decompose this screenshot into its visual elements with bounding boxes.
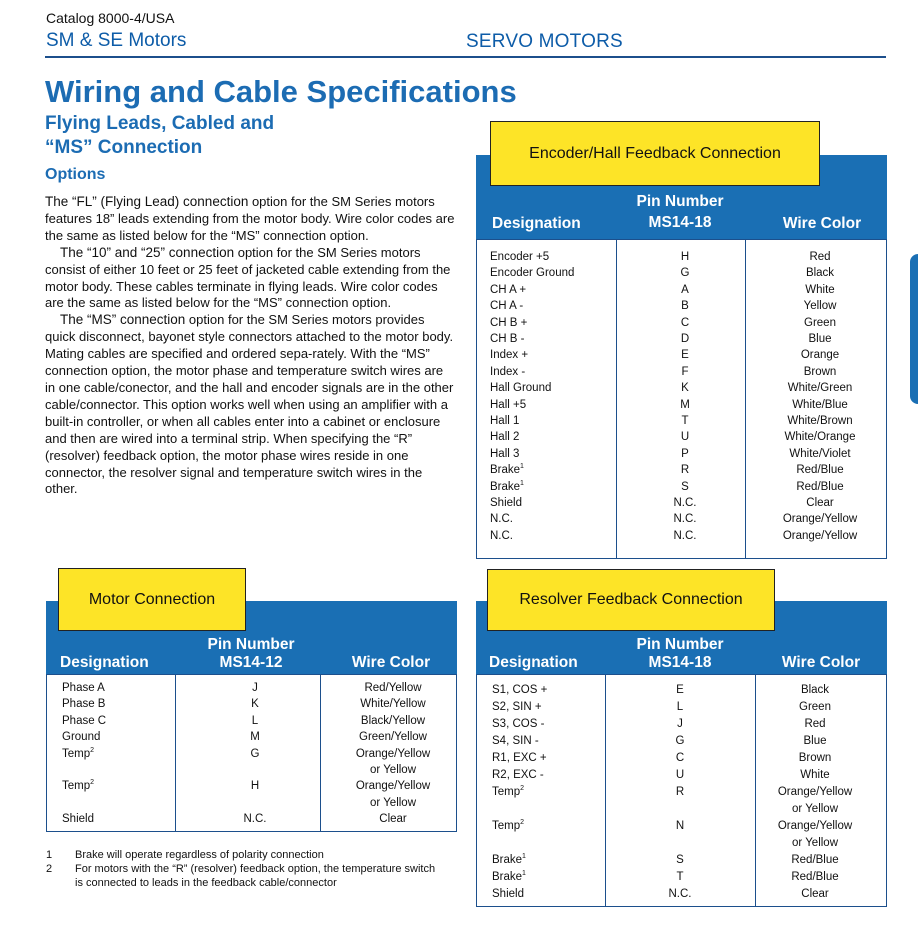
- paragraph-text: option for the SM Series motors provides quick disconnect, bayonet style connectors attached to the motor body. Mating cables are specified and ordered sepa-rately. With the “MS” connection option, the motor phase and temperature switch wires are in one cable/conector, and the hall and encoder signals are in the other cable/connector. This option works well when using an amplifier with a built-in controller, or when all cables enter into a cabinet or enclosure and then are wired into a terminal strip. When specifying the “R” (resolver) feedback option, the motor phase wires reside in one connector, the resolver signal and temperature switch wires in the other.: [45, 312, 454, 497]
- designation-text: Temp: [62, 780, 91, 793]
- cell-designation: [490, 251, 549, 263]
- designation-text: Brake: [490, 480, 521, 493]
- cell-designation: [490, 284, 526, 296]
- cell-wire-color: White/Orange: [784, 431, 856, 444]
- cell-pin: H: [250, 780, 260, 793]
- footnote-ref: 1: [522, 853, 526, 861]
- designation-text: Brake: [490, 464, 521, 477]
- cell-pin: N.C.: [668, 888, 692, 900]
- cell-wire-color: Green: [804, 316, 836, 329]
- encoder-col-pin-line2: MS14-18: [648, 214, 712, 231]
- designation-text: CH B -: [490, 333, 525, 345]
- cell-designation: [490, 481, 524, 493]
- cell-wire-color: Clear: [379, 813, 407, 826]
- col-divider: [175, 675, 176, 831]
- cell-wire-color: Orange/Yellow: [355, 747, 431, 760]
- cell-designation: [492, 752, 547, 764]
- paragraph-ms: [45, 312, 455, 498]
- footnote-ref: 2: [520, 785, 525, 793]
- encoder-col-wire: Wire Color: [782, 215, 862, 232]
- cell-designation: [62, 698, 105, 710]
- paragraph-cabled: [45, 245, 455, 313]
- cell-designation: [492, 871, 526, 883]
- cell-pin: G: [675, 735, 685, 747]
- subtitle-line1: Flying Leads, Cabled and: [45, 113, 275, 134]
- cell-wire-color: Clear: [801, 888, 829, 900]
- col-divider: [745, 240, 746, 558]
- designation-text: Hall 3: [490, 447, 520, 460]
- cell-pin: E: [676, 684, 684, 696]
- paragraph-text: option for the SM Series motors consist of either 10 feet or 25 feet of jacketed cable extending from the motor body. These cables terminate in flying leads. Wire color codes are the same as listed below for the “MS” connection option.: [45, 244, 451, 311]
- col-divider: [320, 675, 321, 831]
- designation-text: Encoder +5: [490, 251, 550, 263]
- cell-pin: N: [675, 820, 685, 832]
- cell-designation: [492, 786, 524, 798]
- cell-wire-color: White/Brown: [787, 415, 853, 427]
- designation-text: Brake: [492, 871, 523, 883]
- cell-pin: T: [676, 871, 684, 883]
- cell-pin: T: [681, 415, 689, 427]
- cell-pin: N.C.: [673, 529, 697, 542]
- footnote-ref: 2: [90, 746, 95, 754]
- designation-text: Encoder Ground: [490, 267, 575, 280]
- encoder-table: [476, 239, 887, 559]
- cell-pin: J: [252, 682, 258, 694]
- encoder-col-designation: Designation: [492, 215, 581, 232]
- resolver-table: [476, 674, 887, 907]
- subtitle-line2: “MS” Connection: [45, 137, 203, 158]
- designation-text: R1, EXC +: [492, 752, 547, 764]
- cell-pin: P: [681, 447, 689, 460]
- cell-wire-color: Brown: [803, 365, 837, 378]
- cell-designation: [62, 748, 94, 760]
- cell-wire-color: Green: [799, 701, 831, 713]
- col-divider: [616, 240, 617, 558]
- encoder-col-pin-line1: Pin Number: [636, 193, 724, 210]
- footnote-number: 2: [46, 863, 53, 875]
- paragraph-flying-lead: [45, 194, 455, 245]
- cell-pin: A: [681, 283, 689, 296]
- designation-text: CH A -: [490, 300, 524, 313]
- footnote-ref: 1: [520, 479, 524, 487]
- cell-designation: [490, 530, 513, 542]
- cell-pin: F: [681, 365, 689, 378]
- cell-designation: [492, 888, 524, 900]
- cell-wire-color: Clear: [806, 497, 834, 509]
- cell-designation: [490, 366, 525, 378]
- cell-pin: R: [675, 786, 685, 798]
- footnote-text-cont: is connected to leads in the feedback cable/connector: [75, 877, 337, 889]
- cell-pin: H: [680, 251, 690, 263]
- cell-designation: [492, 854, 526, 866]
- cell-pin: M: [250, 731, 260, 744]
- cell-designation: [62, 731, 100, 743]
- cell-wire-color: White/Blue: [792, 398, 848, 411]
- cell-wire-color: White/Yellow: [360, 698, 426, 711]
- cell-wire-color: Green/Yellow: [359, 731, 427, 744]
- motor-table: [46, 674, 457, 832]
- designation-text: Ground: [62, 731, 101, 744]
- cell-wire-color: Red: [804, 718, 826, 730]
- cell-pin: U: [675, 769, 685, 781]
- cell-wire-color-alt: or Yellow: [791, 837, 839, 849]
- designation-text: Shield: [490, 497, 522, 509]
- series-name: SM & SE Motors: [46, 30, 187, 51]
- cell-designation: [490, 415, 519, 427]
- cell-pin: J: [677, 718, 683, 730]
- header-rule: [45, 56, 886, 58]
- cell-designation: [492, 701, 542, 713]
- encoder-table-label: Encoder/Hall Feedback Connection: [490, 121, 820, 186]
- designation-text: Phase B: [62, 698, 106, 711]
- cell-designation: [490, 349, 528, 361]
- footnote-ref: 1: [520, 463, 524, 471]
- cell-designation: [490, 431, 519, 443]
- cell-designation: [62, 682, 105, 694]
- designation-text: N.C.: [490, 513, 513, 526]
- designation-text: Shield: [62, 813, 94, 826]
- footnote-text: Brake will operate regardless of polarity connection: [75, 849, 324, 861]
- resolver-col-pin-line2: MS14-18: [648, 654, 712, 671]
- footnote-text: For motors with the “R” (resolver) feedback option, the temperature switch: [75, 863, 436, 875]
- section-name: SERVO MOTORS: [466, 31, 623, 52]
- cell-wire-color-alt: or Yellow: [791, 803, 839, 815]
- cell-designation: [492, 769, 544, 781]
- cell-wire-color: Brown: [798, 752, 832, 764]
- cell-designation: [490, 448, 519, 460]
- cell-pin: L: [251, 714, 259, 727]
- cell-pin: C: [675, 752, 685, 764]
- cell-designation: [62, 780, 94, 792]
- designation-text: Temp: [62, 747, 91, 760]
- page-title: Wiring and Cable Specifications: [45, 74, 517, 109]
- col-divider: [605, 675, 606, 906]
- cell-designation: [490, 513, 513, 525]
- designation-text: Index -: [490, 365, 526, 378]
- motor-col-pin-line2: MS14-12: [219, 654, 283, 671]
- cell-wire-color: Red/Blue: [796, 464, 844, 477]
- footnote-ref: 2: [520, 819, 525, 827]
- designation-text: S1, COS +: [492, 684, 548, 696]
- cell-wire-color: Red: [809, 251, 831, 263]
- cell-designation: [62, 813, 94, 825]
- cell-wire-color: Black: [805, 267, 835, 280]
- designation-text: Brake: [492, 854, 523, 866]
- cell-wire-color: White/Green: [787, 382, 853, 395]
- options-body: [45, 194, 455, 498]
- motor-col-pin-line1: Pin Number: [207, 636, 295, 653]
- cell-wire-color: Orange/Yellow: [782, 529, 858, 542]
- cell-designation: [492, 735, 539, 747]
- designation-text: Phase A: [62, 682, 105, 694]
- designation-text: R2, EXC -: [492, 769, 544, 781]
- motor-col-wire: Wire Color: [351, 654, 431, 671]
- cell-wire-color: White/Violet: [789, 447, 851, 460]
- col-divider: [755, 675, 756, 906]
- cell-wire-color: Orange/Yellow: [777, 820, 853, 832]
- designation-text: Hall 2: [490, 431, 520, 444]
- cell-designation: [490, 333, 525, 345]
- cell-wire-color: White: [805, 283, 835, 296]
- cell-pin: G: [680, 267, 690, 280]
- cell-pin: R: [680, 464, 690, 477]
- designation-text: Phase C: [62, 714, 107, 727]
- designation-text: Index +: [490, 349, 529, 362]
- cell-pin: K: [251, 698, 259, 711]
- cell-designation: [490, 300, 523, 312]
- cell-wire-color: White: [800, 769, 830, 781]
- cell-pin: K: [681, 382, 689, 395]
- resolver-table-label: Resolver Feedback Connection: [487, 569, 775, 631]
- cell-designation: [490, 464, 524, 476]
- cell-pin: N.C.: [673, 497, 697, 509]
- cell-pin: S: [676, 854, 684, 866]
- cell-designation: [492, 820, 524, 832]
- designation-text: Hall +5: [490, 398, 527, 411]
- resolver-col-designation: Designation: [489, 654, 578, 671]
- designation-text: CH B +: [490, 316, 528, 329]
- paragraph-lead: The “FL” (Flying Lead) connection: [45, 194, 249, 209]
- cell-wire-color: Orange/Yellow: [355, 780, 431, 793]
- designation-text: S4, SIN -: [492, 735, 539, 747]
- designation-text: S2, SIN +: [492, 701, 542, 713]
- cell-wire-color: Orange/Yellow: [777, 786, 853, 798]
- resolver-col-pin-line1: Pin Number: [636, 636, 724, 653]
- designation-text: N.C.: [490, 529, 513, 542]
- designation-text: CH A +: [490, 283, 527, 296]
- cell-wire-color-alt: or Yellow: [369, 796, 417, 809]
- resolver-col-wire: Wire Color: [781, 654, 861, 671]
- cell-wire-color: Red/Blue: [791, 871, 839, 883]
- cell-pin: M: [680, 398, 690, 411]
- cell-wire-color: Red/Yellow: [364, 682, 422, 694]
- cell-designation: [490, 497, 522, 509]
- designation-text: S3, COS -: [492, 718, 545, 730]
- footnote-number: 1: [46, 849, 53, 861]
- cell-wire-color-alt: or Yellow: [369, 763, 417, 776]
- cell-designation: [492, 684, 547, 696]
- cell-pin: N.C.: [243, 813, 267, 826]
- cell-designation: [490, 382, 551, 394]
- paragraph-text: option for the SM Series motors features 18” leads extending from the motor body. Wire color codes are the same as listed below for the “MS” connection option.: [45, 194, 455, 243]
- designation-text: Hall 1: [490, 415, 520, 427]
- cell-pin: S: [681, 480, 689, 493]
- footnote-ref: 1: [522, 870, 526, 878]
- cell-wire-color: Yellow: [803, 300, 837, 313]
- cell-designation: [62, 715, 106, 727]
- cell-wire-color: Red/Blue: [791, 854, 839, 866]
- paragraph-lead: The “MS” connection: [60, 312, 186, 328]
- cell-pin: C: [680, 316, 690, 329]
- designation-text: Temp: [492, 786, 521, 798]
- cell-wire-color: Blue: [803, 735, 827, 747]
- designation-text: Shield: [492, 888, 524, 900]
- cell-designation: [492, 718, 544, 730]
- motor-table-label: Motor Connection: [58, 568, 246, 631]
- designation-text: Hall Ground: [490, 382, 552, 395]
- cell-pin: E: [681, 349, 689, 362]
- motor-col-designation: Designation: [60, 654, 149, 671]
- cell-pin: B: [681, 300, 689, 313]
- cell-pin: N.C.: [673, 513, 697, 526]
- cell-designation: [490, 267, 574, 279]
- cell-pin: U: [680, 431, 690, 444]
- cell-pin: D: [680, 333, 690, 345]
- footnote-ref: 2: [90, 779, 95, 787]
- cell-wire-color: Black: [800, 684, 830, 696]
- cell-wire-color: Blue: [808, 333, 832, 345]
- paragraph-lead: The “10” and “25” connection: [60, 244, 235, 260]
- cell-wire-color: Orange/Yellow: [782, 513, 858, 526]
- page-edge-tab: [910, 254, 918, 404]
- cell-pin: L: [676, 701, 684, 713]
- cell-wire-color: Orange: [800, 349, 840, 362]
- catalog-number: Catalog 8000-4/USA: [46, 10, 175, 26]
- designation-text: Temp: [492, 820, 521, 832]
- cell-wire-color: Black/Yellow: [360, 714, 426, 727]
- cell-designation: [490, 399, 526, 411]
- options-heading: Options: [45, 166, 106, 183]
- page-subtitle: [45, 112, 274, 160]
- cell-designation: [490, 317, 527, 329]
- cell-wire-color: Red/Blue: [796, 480, 844, 493]
- cell-pin: G: [250, 747, 260, 760]
